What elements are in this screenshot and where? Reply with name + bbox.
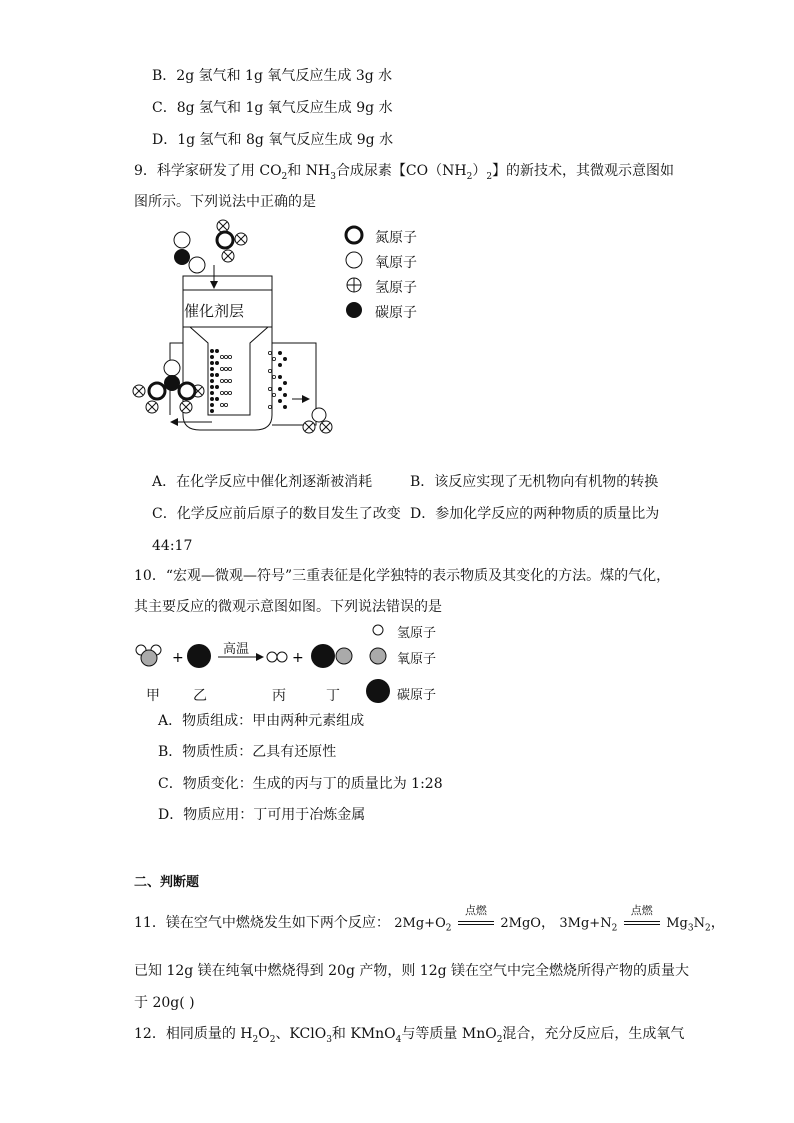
q12-line1: 12．相同质量的 $H_2O_2$、KClO$_3$和 KMnO$_4$与等质量 MnO$_2$混合，充分反应后，生成氧气 bbox=[134, 1026, 685, 1045]
q10-legend-carbon: 碳原子 bbox=[397, 688, 437, 703]
q10-option-a: A．物质组成：甲由两种元素组成 bbox=[158, 713, 365, 729]
q9-stem-line2: 图所示。下列说法中正确的是 bbox=[134, 194, 316, 210]
q8-option-b: B．2g 氢气和 1g 氧气反应生成 3g 水 bbox=[152, 68, 393, 84]
svg-text:+: + bbox=[292, 650, 304, 666]
section-title: 二、判断题 bbox=[134, 875, 200, 890]
carbon-atom-icon bbox=[346, 302, 362, 318]
legend-nitrogen: 氮原子 bbox=[375, 230, 417, 246]
label-yi: 乙 bbox=[193, 688, 207, 704]
q10-option-b: B．物质性质：乙具有还原性 bbox=[158, 744, 337, 760]
q10-option-c: C．物质变化：生成的丙与丁的质量比为 1:28 bbox=[158, 776, 443, 792]
q11-line3: 于 20g( ) bbox=[134, 995, 195, 1011]
legend-hydrogen: 氢原子 bbox=[375, 280, 417, 296]
q9-option-a: A．在化学反应中催化剂逐渐被消耗 bbox=[152, 474, 373, 490]
q9-option-d: D．参加化学反应的两种物质的质量比为 bbox=[410, 506, 660, 522]
oxygen-atom-icon bbox=[370, 648, 386, 664]
q9-option-b: B．该反应实现了无机物向有机物的转换 bbox=[410, 474, 659, 490]
q11-line2: 已知 12g 镁在纯氧中燃烧得到 20g 产物，则 12g 镁在空气中完全燃烧所得产物的质量大 bbox=[134, 963, 690, 979]
catalyst-layer-label: 催化剂层 bbox=[184, 302, 245, 320]
q9-stem-line1: 9．科学家研发了用 $CO_2$和 $NH_3$合成尿素【$CO(NH_2)_2$】的新技术，其微观示意图如 bbox=[134, 163, 675, 182]
hydrogen-atom-icon bbox=[347, 278, 361, 292]
oxygen-atom-icon bbox=[346, 252, 362, 268]
q10-legend-icons bbox=[365, 620, 393, 705]
q10-condition: 高温 bbox=[223, 642, 250, 657]
nitrogen-atom-icon bbox=[346, 227, 362, 243]
q8-option-c: C．8g 氢气和 1g 氧气反应生成 9g 水 bbox=[152, 100, 393, 116]
q10-legend-oxygen: 氧原子 bbox=[397, 652, 437, 667]
q9-option-d-cont: 44:17 bbox=[152, 538, 193, 554]
q10-option-d: D．物质应用：丁可用于冶炼金属 bbox=[158, 807, 366, 823]
q9-option-c: C．化学反应前后原子的数目发生了改变 bbox=[152, 506, 401, 522]
q9-legend-icons bbox=[342, 225, 368, 325]
q10-stem-line1: 10．“宏观—微观—符号”三重表征是化学独特的表示物质及其变化的方法。煤的气化， bbox=[134, 568, 671, 584]
label-ding: 丁 bbox=[326, 688, 340, 704]
label-jia: 甲 bbox=[146, 688, 160, 704]
q8-option-d: D．1g 氢气和 8g 氧气反应生成 9g 水 bbox=[152, 132, 394, 148]
q10-legend-hydrogen: 氢原子 bbox=[397, 626, 437, 641]
q9-reactor-diagram bbox=[130, 215, 350, 455]
legend-oxygen: 氧原子 bbox=[375, 255, 417, 271]
label-bing: 丙 bbox=[272, 688, 286, 704]
carbon-atom-icon bbox=[366, 679, 390, 703]
q11-line1: 11．镁在空气中燃烧发生如下两个反应： $2Mg+O_2$ 点燃 2MgO， $3Mg+N_2$ 点燃 $Mg_3N_2$， bbox=[134, 904, 725, 934]
hydrogen-atom-icon bbox=[373, 625, 383, 635]
q10-stem-line2: 其主要反应的微观示意图如图。下列说法错误的是 bbox=[134, 599, 442, 615]
legend-carbon: 碳原子 bbox=[375, 305, 417, 321]
svg-text:+: + bbox=[172, 650, 184, 666]
